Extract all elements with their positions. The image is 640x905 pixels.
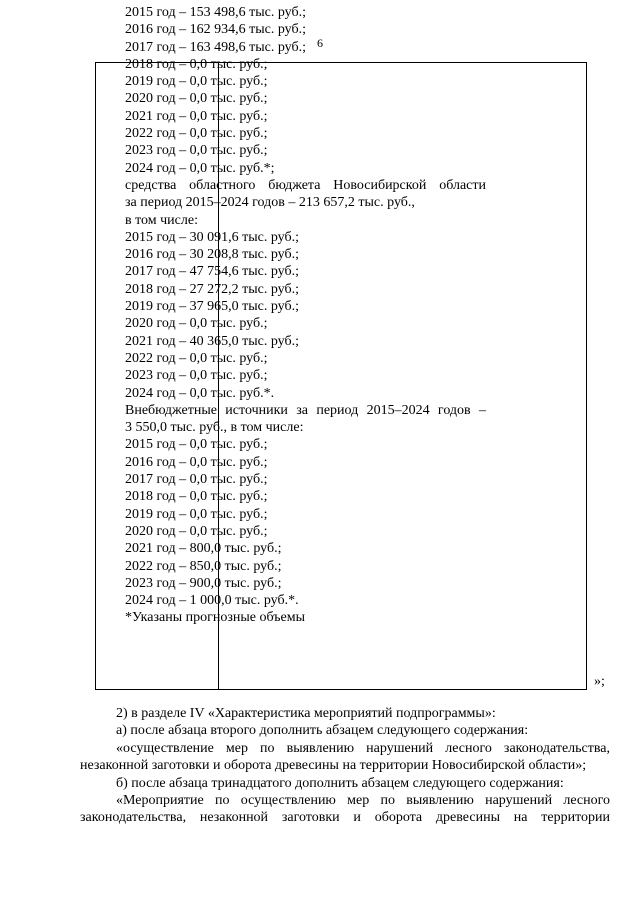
- paragraph-a: а) после абзаца второго дополнить абзацем следующего содержания:: [116, 723, 529, 739]
- extrabudget-year-line: 2021 год – 800,0 тыс. руб.;: [125, 541, 282, 557]
- extrabudget-total: 3 550,0 тыс. руб., в том числе:: [125, 420, 304, 436]
- regional-year-line: 2023 год – 0,0 тыс. руб.;: [125, 368, 268, 384]
- regional-including: в том числе:: [125, 212, 198, 228]
- federal-year-line: 2020 год – 0,0 тыс. руб.;: [125, 91, 268, 107]
- regional-year-line: 2016 год – 30 208,8 тыс. руб.;: [125, 247, 299, 263]
- paragraph-b-quote: «Мероприятие по осуществлению мер по выявлению нарушений лесного законодательства, незаконной заготовки и оборота древесины на территории: [80, 793, 610, 826]
- federal-year-line: 2023 год – 0,0 тыс. руб.;: [125, 143, 268, 159]
- extrabudget-year-line: 2024 год – 1 000,0 тыс. руб.*.: [125, 593, 299, 609]
- extrabudget-heading: Внебюджетные источники за период 2015–2024 годов –: [125, 402, 486, 418]
- federal-year-line: 2015 год – 153 498,6 тыс. руб.;: [125, 5, 306, 20]
- federal-year-line: 2024 год – 0,0 тыс. руб.*;: [125, 160, 275, 176]
- regional-year-line: 2019 год – 37 965,0 тыс. руб.;: [125, 299, 299, 315]
- paragraph-b: б) после абзаца тринадцатого дополнить абзацем следующего содержания:: [116, 775, 564, 791]
- paragraph-a-quote: «осуществление мер по выявлению нарушений лесного законодательства, незаконной заготовки и оборота древесины на территории Новосибирской области»;: [80, 740, 610, 774]
- federal-year-line: 2018 год – 0,0 тыс. руб.;: [125, 56, 268, 72]
- regional-heading: средства областного бюджета Новосибирской области: [125, 177, 486, 193]
- extrabudget-year-line: 2020 год – 0,0 тыс. руб.;: [125, 523, 268, 539]
- federal-year-line: 2019 год – 0,0 тыс. руб.;: [125, 74, 268, 90]
- extrabudget-year-line: 2015 год – 0,0 тыс. руб.;: [125, 437, 268, 453]
- regional-year-line: 2018 год – 27 272,2 тыс. руб.;: [125, 281, 299, 297]
- regional-year-line: 2017 год – 47 754,6 тыс. руб.;: [125, 264, 299, 280]
- paragraph-section-iv: 2) в разделе IV «Характеристика мероприятий подпрограммы»:: [116, 706, 496, 721]
- federal-year-line: 2022 год – 0,0 тыс. руб.;: [125, 126, 268, 142]
- regional-year-line: 2015 год – 30 091,6 тыс. руб.;: [125, 229, 299, 245]
- federal-year-line: 2021 год – 0,0 тыс. руб.;: [125, 108, 268, 124]
- regional-year-line: 2021 год – 40 365,0 тыс. руб.;: [125, 333, 299, 349]
- forecast-footnote: *Указаны прогнозные объемы: [125, 610, 305, 626]
- page-number: 6: [317, 36, 323, 50]
- financing-cell: [125, 4, 486, 627]
- federal-year-line: 2017 год – 163 498,6 тыс. руб.;: [125, 39, 306, 55]
- closing-quote-mark: »;: [594, 674, 605, 689]
- extrabudget-year-line: 2023 год – 900,0 тыс. руб.;: [125, 575, 282, 591]
- extrabudget-year-line: 2019 год – 0,0 тыс. руб.;: [125, 506, 268, 522]
- regional-year-line: 2020 год – 0,0 тыс. руб.;: [125, 316, 268, 332]
- extrabudget-year-line: 2018 год – 0,0 тыс. руб.;: [125, 489, 268, 505]
- extrabudget-year-line: 2022 год – 850,0 тыс. руб.;: [125, 558, 282, 574]
- extrabudget-year-line: 2016 год – 0,0 тыс. руб.;: [125, 454, 268, 470]
- regional-year-line: 2022 год – 0,0 тыс. руб.;: [125, 350, 268, 366]
- extrabudget-year-line: 2017 год – 0,0 тыс. руб.;: [125, 472, 268, 488]
- regional-year-line: 2024 год – 0,0 тыс. руб.*.: [125, 385, 275, 401]
- amendment-text: [80, 705, 610, 827]
- federal-year-line: 2016 год – 162 934,6 тыс. руб.;: [125, 22, 306, 38]
- regional-total: за период 2015–2024 годов – 213 657,2 тыс. руб.,: [125, 195, 415, 211]
